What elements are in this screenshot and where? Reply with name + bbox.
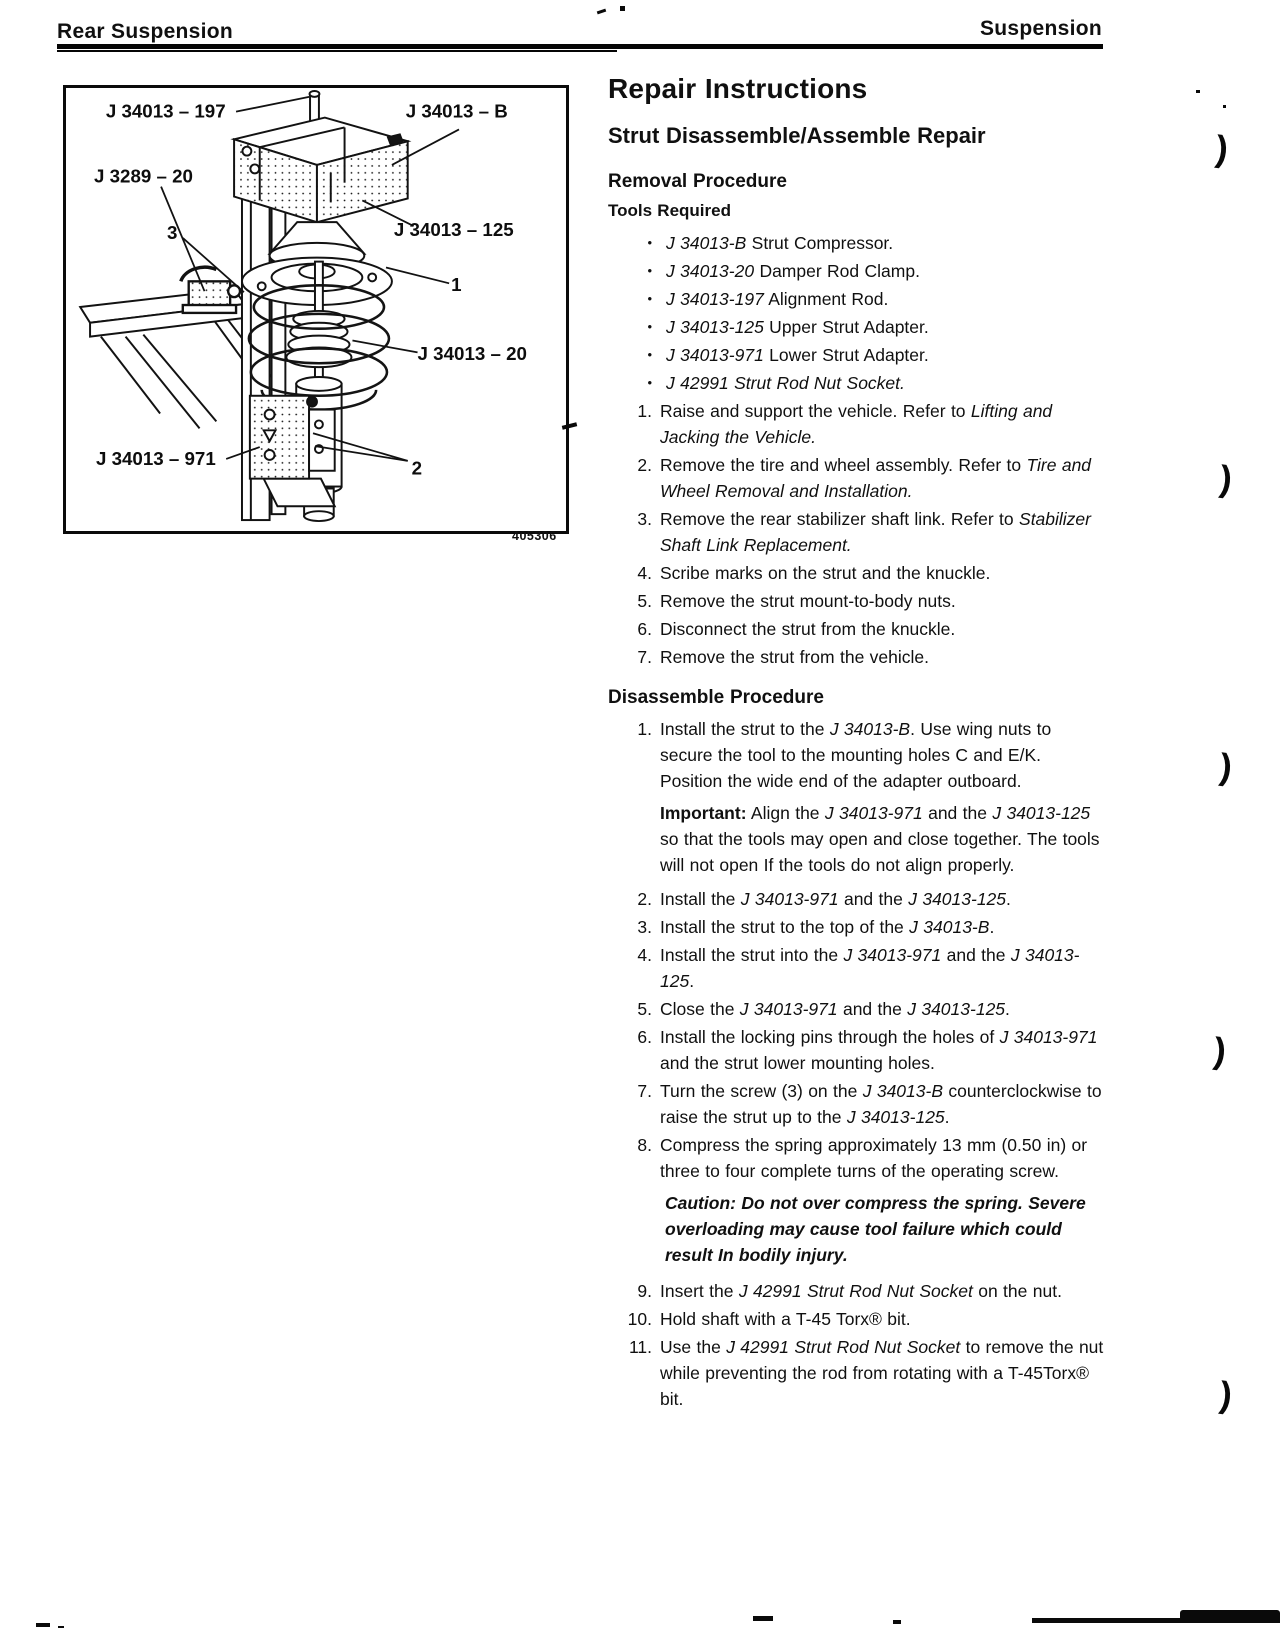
text-segment: Disconnect the strut from the knuckle. (660, 619, 956, 639)
tool-text (666, 258, 1108, 284)
text-segment: Compress the spring approximately 13 mm (0.50 in) or three to four complete turns of the operating screw. (660, 1135, 1088, 1181)
text-segment: Lower Strut Adapter. (763, 345, 929, 365)
bullet-icon: • (647, 263, 652, 278)
label-callout-3: 3 (167, 221, 178, 243)
label-alignment-rod: J 34013 – 197 (105, 100, 226, 122)
scan-speck (1196, 90, 1200, 93)
step-number: 5. (637, 999, 652, 1019)
text-segment: to remove the nut while preventing the rod from rotating with a T-45Torx® bit. (660, 1337, 1104, 1409)
scan-artifact-paren: ) (1217, 457, 1235, 500)
text-segment: Caution: Do not over compress the spring. Severe overloading may cause tool failure which could result In bodily injury. (665, 1193, 1086, 1265)
scan-artifact-paren: ) (1213, 127, 1231, 170)
step-number: 8. (637, 1135, 652, 1155)
scan-smear (58, 1626, 64, 1628)
text-segment: Install the (660, 889, 741, 909)
text-segment: J 34013-125 (992, 803, 1091, 823)
text-segment: Remove the strut from the vehicle. (660, 647, 929, 667)
step-number: 7. (637, 647, 652, 667)
text-segment: Remove the strut mount-to-body nuts. (660, 591, 956, 611)
text-segment: . (1005, 999, 1010, 1019)
text-segment: Close the (660, 999, 740, 1019)
text-segment: J 42991 Strut Rod Nut Socket (726, 1337, 961, 1357)
text-segment: Raise and support the vehicle. Refer to (660, 401, 971, 421)
step-number: 10. (627, 1309, 652, 1329)
page-header-left: Rear Suspension (57, 20, 234, 43)
step-text (660, 560, 1108, 586)
step-number: 9. (637, 1281, 652, 1301)
important-note (660, 800, 1108, 878)
bullet-icon: • (647, 347, 652, 362)
step-number: 3. (637, 509, 652, 529)
scan-artifact-paren: ) (1211, 1029, 1229, 1072)
text-segment: Remove the rear stabilizer shaft link. Refer to (660, 509, 1020, 529)
procedure-step (608, 398, 1108, 450)
text-segment: J 34013-971 (999, 1027, 1098, 1047)
procedure-step (608, 644, 1108, 670)
procedure-step (608, 506, 1108, 558)
text-segment: and the (922, 803, 993, 823)
procedure-title: Strut Disassemble/Assemble Repair (608, 123, 986, 148)
label-damper-clamp: J 34013 – 20 (417, 343, 527, 365)
step-number: 1. (637, 719, 652, 739)
tool-text (666, 286, 1108, 312)
tool-text (666, 370, 1108, 396)
text-segment: J 34013-B (829, 719, 911, 739)
bullet-icon: • (647, 235, 652, 250)
text-segment: J 34013-B (909, 917, 990, 937)
step-text (660, 616, 1108, 642)
step-number: 7. (637, 1081, 652, 1101)
scan-artifact-paren: ) (1217, 745, 1235, 788)
section-title: Repair Instructions (608, 73, 868, 104)
text-segment: . (1006, 889, 1011, 909)
header-rule (57, 44, 1103, 49)
procedure-step (608, 942, 1108, 994)
tool-item (608, 230, 1108, 256)
removal-heading: Removal Procedure (608, 171, 787, 192)
step-text (660, 886, 1108, 912)
text-segment: . (944, 1107, 950, 1127)
tool-text (666, 230, 1108, 256)
text-segment: Scribe marks on the strut and the knuckle. (660, 563, 991, 583)
text-segment: and the (837, 999, 908, 1019)
text-segment: J 34013-125 (907, 999, 1006, 1019)
procedure-step (608, 560, 1108, 586)
disassemble-heading: Disassemble Procedure (608, 687, 824, 708)
label-holding-fixture: J 3289 – 20 (94, 165, 193, 187)
text-segment: J 34013-971 (666, 345, 764, 365)
label-callout-1: 1 (451, 274, 462, 296)
text-segment: Lifting and Jacking the Vehicle. (660, 401, 1053, 447)
text-segment: Turn the screw (3) on the (660, 1081, 863, 1101)
step-text (660, 398, 1108, 450)
text-segment: J 34013-197 (666, 289, 764, 309)
step-text (660, 716, 1108, 794)
page-header-right: Suspension (979, 17, 1102, 40)
text-segment: counterclockwise to raise the strut up to the (660, 1081, 1102, 1127)
step-number: 6. (637, 1027, 652, 1047)
scan-smear (36, 1623, 50, 1627)
step-text (660, 1024, 1108, 1076)
header-rule-shadow (57, 50, 617, 52)
procedure-step (608, 616, 1108, 642)
text-segment: J 34013-B (666, 233, 747, 253)
step-text (660, 1132, 1108, 1184)
text-segment: and the (838, 889, 909, 909)
tool-text (666, 314, 1108, 340)
text-segment: Tire and Wheel Removal and Installation. (660, 455, 1092, 501)
scan-speck (597, 9, 606, 15)
text-segment: J 42991 Strut Rod Nut Socket. (666, 373, 905, 393)
step-number: 2. (637, 455, 652, 475)
text-segment: and the (941, 945, 1011, 965)
text-segment: J 34013-125 (660, 945, 1080, 991)
text-segment: J 34013-125 (908, 889, 1007, 909)
text-segment: Install the strut to the (660, 719, 830, 739)
scan-artifact-paren: ) (1217, 1373, 1235, 1416)
procedure-step (608, 1278, 1108, 1304)
text-segment: Stabilizer Shaft Link Replacement. (660, 509, 1091, 555)
damper-rod-clamp (286, 311, 351, 367)
procedure-step (608, 588, 1108, 614)
step-text (660, 644, 1108, 670)
step-text (660, 588, 1108, 614)
step-number: 11. (628, 1337, 652, 1357)
tools-list (608, 230, 1108, 396)
tool-item (608, 258, 1108, 284)
strut-compressor-drawing (66, 88, 560, 525)
instructions-column (608, 72, 1108, 1414)
procedure-step (608, 1024, 1108, 1076)
procedure-step (608, 1334, 1108, 1412)
text-segment: J 42991 Strut Rod Nut Socket (738, 1281, 973, 1301)
text-segment: Insert the (660, 1281, 739, 1301)
procedure-step (608, 914, 1108, 940)
label-strut-compressor: J 34013 – B (405, 100, 508, 122)
text-segment: Alignment Rod. (763, 289, 889, 309)
bullet-icon: • (647, 375, 652, 390)
tools-required-heading: Tools Required (608, 201, 731, 220)
step-number: 1. (637, 401, 652, 421)
scan-speck (1223, 105, 1226, 108)
text-segment: Install the locking pins through the holes of (660, 1027, 1000, 1047)
step-number: 6. (637, 619, 652, 639)
text-segment: J 34013-125 (666, 317, 764, 337)
label-lower-adapter: J 34013 – 971 (95, 447, 216, 469)
text-segment: Upper Strut Adapter. (763, 317, 929, 337)
text-segment: Hold shaft with a T-45 Torx® bit. (660, 1309, 911, 1329)
text-segment: J 34013-971 (824, 803, 923, 823)
text-segment: . (989, 917, 995, 937)
text-segment: Important: (660, 803, 747, 823)
text-segment: . (689, 971, 695, 991)
text-segment: J 34013-20 (666, 261, 755, 281)
procedure-step (608, 1132, 1108, 1184)
bullet-icon: • (647, 319, 652, 334)
procedure-step (608, 886, 1108, 912)
step-number: 4. (637, 945, 652, 965)
text-segment: Damper Rod Clamp. (754, 261, 920, 281)
caution-note (665, 1190, 1098, 1268)
bullet-icon: • (647, 291, 652, 306)
text-segment: Align the (746, 803, 825, 823)
scan-speck (620, 6, 625, 11)
removal-steps (608, 398, 1108, 670)
step-text (660, 914, 1108, 940)
step-number: 5. (637, 591, 652, 611)
step-number: 3. (637, 917, 652, 937)
text-segment: Install the strut into the (660, 945, 844, 965)
step-text (660, 1278, 1108, 1304)
step-text (660, 996, 1108, 1022)
step-text (660, 942, 1108, 994)
text-segment: J 34013-971 (739, 999, 838, 1019)
text-segment: Use the (660, 1337, 727, 1357)
strut-compressor-figure (63, 85, 569, 534)
scan-smear (893, 1620, 901, 1624)
step-number: 4. (637, 563, 652, 583)
procedure-step (608, 452, 1108, 504)
text-segment: Install the strut to the top of the (660, 917, 910, 937)
scan-smear (1180, 1610, 1280, 1621)
tool-item (608, 370, 1108, 396)
text-segment: on the nut. (972, 1281, 1062, 1301)
tool-item (608, 286, 1108, 312)
scan-smear (753, 1616, 773, 1621)
step-number: 2. (637, 889, 652, 909)
label-callout-2: 2 (411, 457, 423, 479)
text-segment: and the strut lower mounting holes. (660, 1053, 935, 1073)
text-segment: J 34013-B (862, 1081, 943, 1101)
text-segment: J 34013-971 (740, 889, 839, 909)
procedure-step (608, 1078, 1108, 1130)
text-segment: so that the tools may open and close together. The tools will not open If the tools do not align properly. (660, 829, 1100, 875)
tool-item (608, 342, 1108, 368)
step-text (660, 452, 1108, 504)
step-text (660, 1306, 1108, 1332)
text-segment: J 34013-971 (843, 945, 942, 965)
procedure-step (608, 716, 1108, 794)
step-text (660, 506, 1108, 558)
step-text (660, 1334, 1108, 1412)
text-segment: J 34013-125 (846, 1107, 945, 1127)
tool-text (666, 342, 1108, 368)
label-upper-adapter: J 34013 – 125 (393, 218, 514, 240)
text-segment: . Use wing nuts to secure the tool to the mounting holes C and E/K. Position the wide end of the adapter outboard. (660, 719, 1052, 791)
tool-item (608, 314, 1108, 340)
step-text (660, 1078, 1108, 1130)
procedure-step (608, 996, 1108, 1022)
holding-fixture-clamp (181, 267, 240, 313)
text-segment: Strut Compressor. (746, 233, 894, 253)
text-segment: Remove the tire and wheel assembly. Refer to (660, 455, 1027, 475)
figure-number: 405306 (512, 529, 557, 543)
procedure-step (608, 1306, 1108, 1332)
disassemble-steps (608, 716, 1108, 1412)
